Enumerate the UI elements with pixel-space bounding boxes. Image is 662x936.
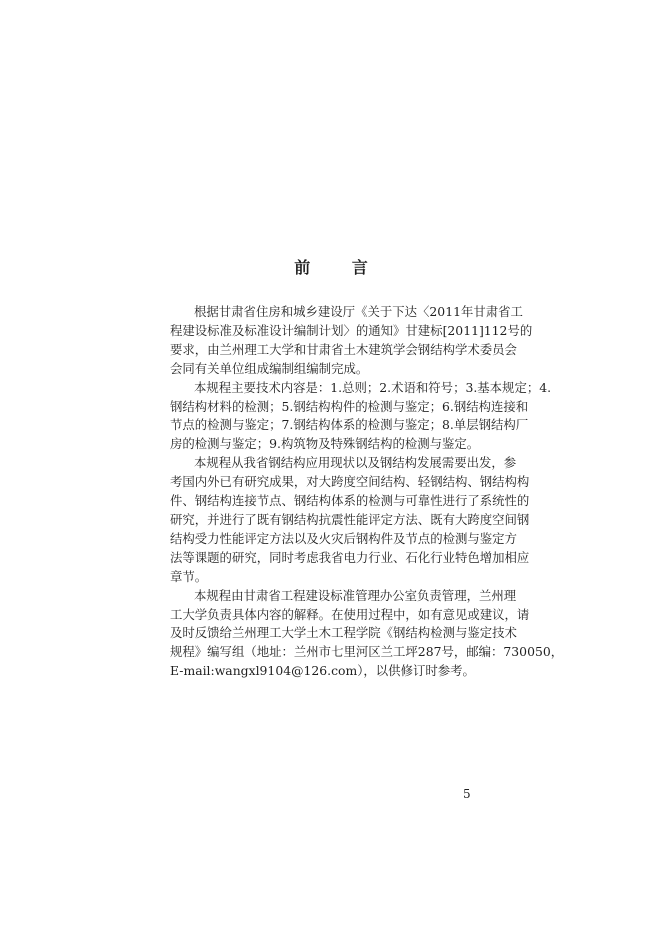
- text-line: 房的检测与鉴定；9.构筑物及特殊钢结构的检测与鉴定。: [170, 436, 480, 452]
- text-line: 钢结构材料的检测；5.钢结构构件的检测与鉴定；6.钢结构连接和: [170, 398, 529, 414]
- paragraph-1: [170, 303, 533, 379]
- text-line: E-mail:wangxl9104@126.com），以供修订时参考。: [170, 663, 475, 679]
- text-line: 规程》编写组（地址：兰州市七里河区兰工坪287号，邮编：730050，: [170, 644, 564, 660]
- text-line: 及时反馈给兰州理工大学土木工程学院《钢结构检测与鉴定技术: [170, 625, 517, 641]
- text-line: 章节。: [170, 568, 208, 584]
- text-line: 法等课题的研究，同时考虑我省电力行业、石化行业特色增加相应: [170, 549, 530, 565]
- text-line: 根据甘肃省住房和城乡建设厅《关于下达〈2011年甘肃省工: [194, 304, 523, 319]
- page-title: 前 言: [294, 258, 386, 277]
- text-line: 结构受力性能评定方法以及火灾后钢构件及节点的检测与鉴定方: [170, 530, 517, 546]
- text-line: 会同有关单位组成编制组编制完成。: [170, 360, 369, 376]
- paragraph-3: [170, 454, 530, 586]
- paragraph-4: [170, 587, 564, 682]
- text-line: 节点的检测与鉴定；7.钢结构体系的检测与鉴定；8.单层钢结构厂: [170, 417, 529, 433]
- foreword-body: [170, 303, 564, 681]
- text-line: 工大学负责具体内容的解释。在使用过程中，如有意见或建议，请: [170, 606, 530, 622]
- text-line: 本规程由甘肃省工程建设标准管理办公室负责管理，兰州理: [194, 587, 517, 603]
- text-line: 要求，由兰州理工大学和甘肃省土木建筑学会钢结构学术委员会: [170, 341, 517, 357]
- text-line: 本规程从我省钢结构应用现状以及钢结构发展需要出发，参: [194, 455, 517, 471]
- text-line: 程建设标准及标准设计编制计划〉的通知》甘建标[2011]112号的: [170, 322, 533, 338]
- text-line: 研究，并进行了既有钢结构抗震性能评定方法、既有大跨度空间钢: [170, 511, 530, 527]
- text-line: 本规程主要技术内容是：1.总则；2.术语和符号；3.基本规定；4.: [194, 379, 552, 395]
- text-line: 件、钢结构连接节点、钢结构体系的检测与可靠性进行了系统性的: [170, 493, 530, 509]
- text-line: 考国内外已有研究成果，对大跨度空间结构、轻钢结构、钢结构构: [170, 474, 530, 490]
- page-number: 5: [463, 787, 471, 801]
- paragraph-2: [170, 379, 552, 455]
